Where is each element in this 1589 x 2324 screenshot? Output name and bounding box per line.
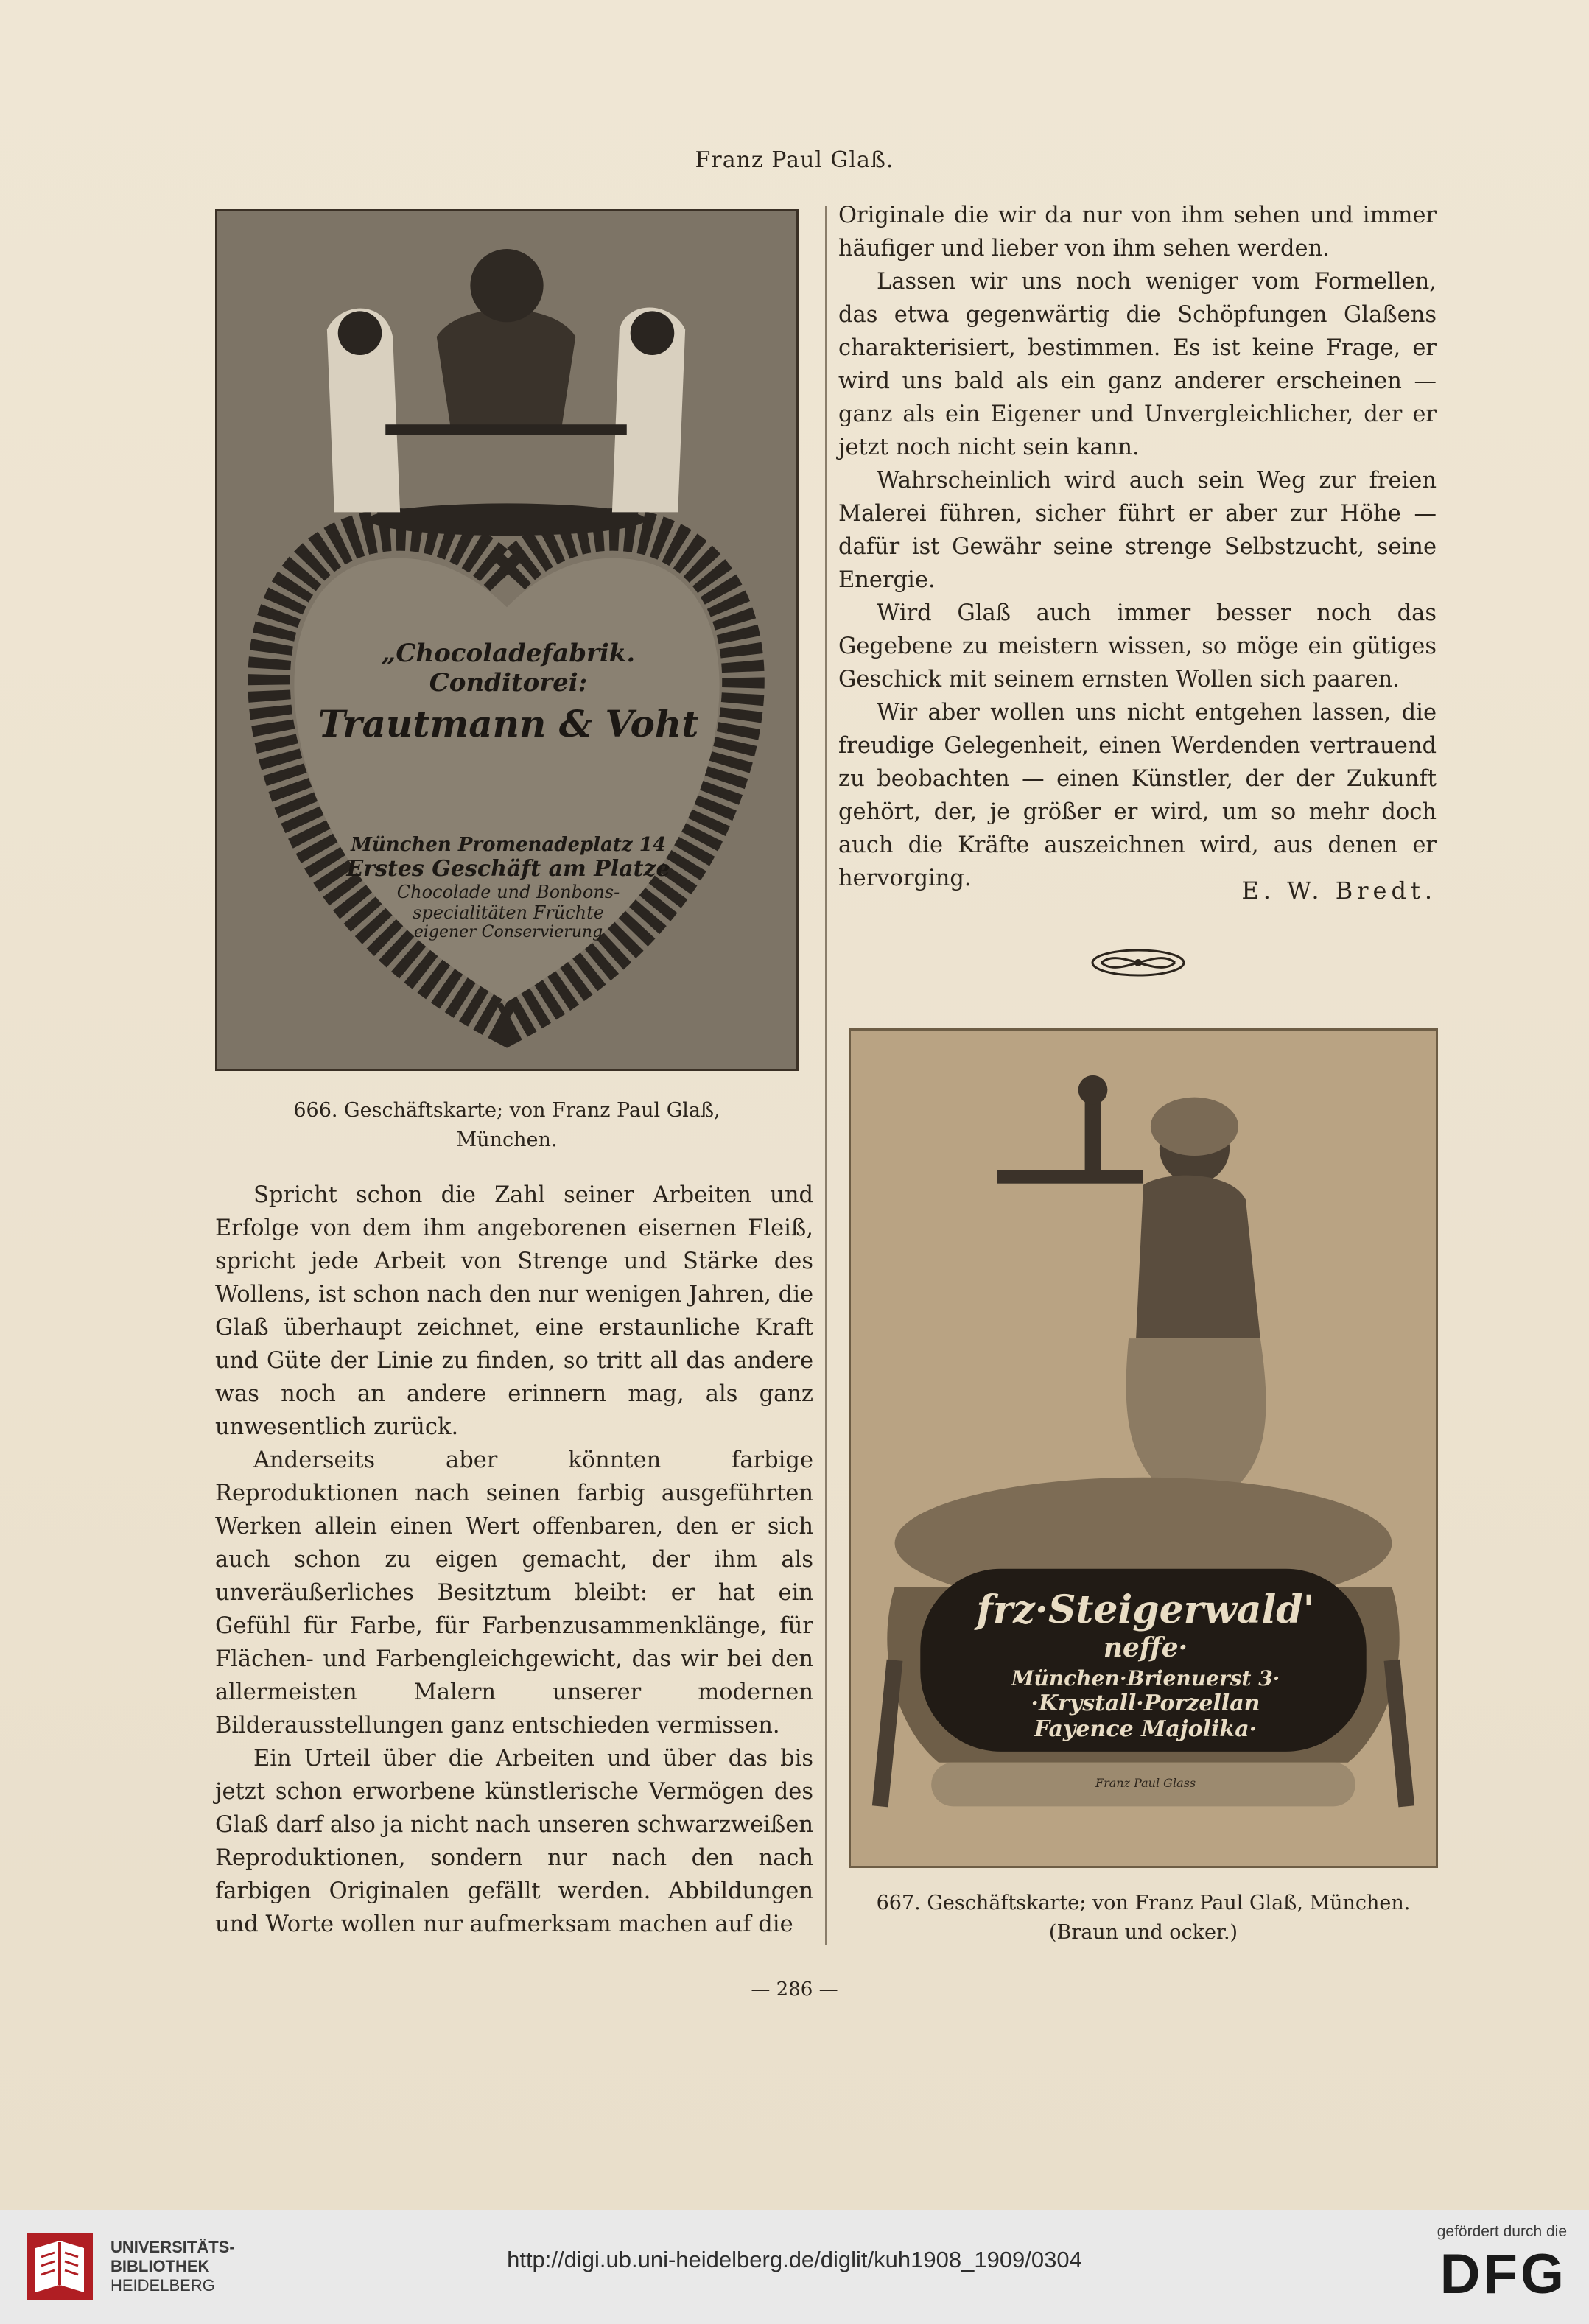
plate-666-image	[215, 209, 799, 1071]
paragraph: Wahrscheinlich wird auch sein Weg zur freien Malerei führen, sicher führt er aber zur Höhe — dafür ist Gewähr seine strenge Selbstzucht, seine Energie.	[838, 468, 1437, 593]
caption-667	[849, 1889, 1438, 1948]
paragraph: Ein Urteil über die Arbeiten und über das bis jetzt schon erworbene künstlerische Vermögen des Glaß darf also ja nicht nach unseren schwarzweißen Reproduktionen, sondern nur nach den nach farbigen Originalen gefällt werden. Abbildungen und Worte wollen nur aufmerksam machen auf die	[215, 1746, 813, 1937]
caption-667-line2: (Braun und ocker.)	[1048, 1921, 1238, 1944]
card-666-addr2: Erstes Geschäft am Platze	[346, 856, 670, 882]
right-column-text	[838, 199, 1437, 895]
left-column-text	[215, 1179, 813, 1941]
sponsor-block	[1390, 2223, 1567, 2309]
paragraph: Lassen wir uns noch weniger vom Formellen, das etwa gegenwärtig die Schöpfungen Glaßens charakterisiert, bestimmen. Es ist keine Frage, er wird uns bald als ein ganz anderer erscheinen — ganz als ein Eigener und Unvergleichlicher, der er jetzt noch nicht sein kann.	[838, 269, 1437, 460]
footer-bar	[0, 2210, 1589, 2324]
paragraph: Wir aber wollen uns nicht entgehen lassen, die freudige Gelegenheit, einen Werdenden vertrauend zu beobachten — einen Künstler, der der Zukunft gehört, der, je größer er wird, um so mehr doch auch die Kräfte auszeichnen wird, aus denen er hervorging.	[838, 700, 1437, 891]
paragraph: Spricht schon die Zahl seiner Arbeiten und Erfolge von dem ihm angeborenen eisernen Fleiß, spricht jede Arbeit von Strenge und Stärke des Wollens, ist schon nach den nur wenigen Jahren, die Glaß überhaupt zeichnet, eine erstaunliche Kraft und Güte der Linie zu finden, so tritt all das andere was noch an andere erinnern mag, als ganz unwesentlich zurück.	[215, 1182, 813, 1440]
caption-666-line1: 666. Geschäftskarte; von Franz Paul Glaß,	[293, 1099, 720, 1122]
paragraph: Anderseits aber könnten farbige Reproduktionen nach seinen farbig ausgeführten Werken allein einen Wert offenbaren, den er sich auch schon zu eigen gemacht, der ihm als unveräußerliches Besitztum bleibt: er hat ein Gefühl für Farbe, für Farbenzusammenklänge, für Flächen- und Farbengleichgewicht, das wir bei den allermeisten Malern unserer modernen Bilderausstellungen ganz entschieden vermissen.	[215, 1447, 813, 1738]
paragraph: Originale die wir da nur von ihm sehen und immer häufiger und lieber von ihm sehen werden.	[838, 203, 1437, 261]
card-666-line2: Conditorei:	[429, 668, 588, 698]
flourish-ornament-icon	[1087, 943, 1190, 983]
card-666-addr3: Chocolade und Bonbons-	[396, 882, 620, 902]
card-666-addr4: specialitäten Früchte	[413, 902, 604, 923]
source-url-link[interactable]: http://digi.ub.uni-heidelberg.de/diglit/kuh1908_1909/0304	[507, 2247, 1082, 2272]
card-667-line4: ·Krystall·Porzellan	[1031, 1691, 1260, 1716]
sponsor-text: gefördert durch die	[1437, 2223, 1567, 2240]
card-666-addr1: München Promenadeplatz 14	[351, 834, 666, 856]
caption-666-line2: München.	[456, 1128, 558, 1151]
author-signature: E. W. Bredt.	[1241, 877, 1437, 905]
card-666-addr5: eigener Conservierung	[413, 923, 603, 941]
caption-667-line1: 667. Geschäftskarte; von Franz Paul Glaß, München.	[876, 1892, 1411, 1914]
plate-667-image	[849, 1028, 1438, 1868]
caption-666	[215, 1096, 799, 1155]
running-head: Franz Paul Glaß.	[695, 147, 894, 173]
card-667-line3: München·Brienuerst 3·	[1011, 1666, 1280, 1691]
card-667-firm: frz·Steigerwald'	[976, 1587, 1315, 1632]
column-divider	[825, 206, 827, 1945]
institution-line1: UNIVERSITÄTS-	[111, 2238, 235, 2256]
page-number: — 286 —	[751, 1979, 838, 2001]
card-667-line2: neffe·	[1103, 1632, 1188, 1663]
dfg-logo: DFG	[1439, 2243, 1567, 2306]
card-667-line5: Fayence Majolika·	[1034, 1716, 1257, 1742]
card-667-signature: Franz Paul Glass	[1095, 1776, 1196, 1790]
card-666-firm: Trautmann & Voht	[318, 702, 699, 745]
institution-line3: HEIDELBERG	[111, 2276, 215, 2295]
institution-line2: BIBLIOTHEK	[111, 2257, 210, 2275]
paragraph: Wird Glaß auch immer besser noch das Gegebene zu meistern wissen, so möge ein gütiges Geschick mit seinem ernsten Wollen sich paaren.	[838, 600, 1437, 692]
card-666-line1: „Chocoladefabrik.	[381, 639, 636, 668]
